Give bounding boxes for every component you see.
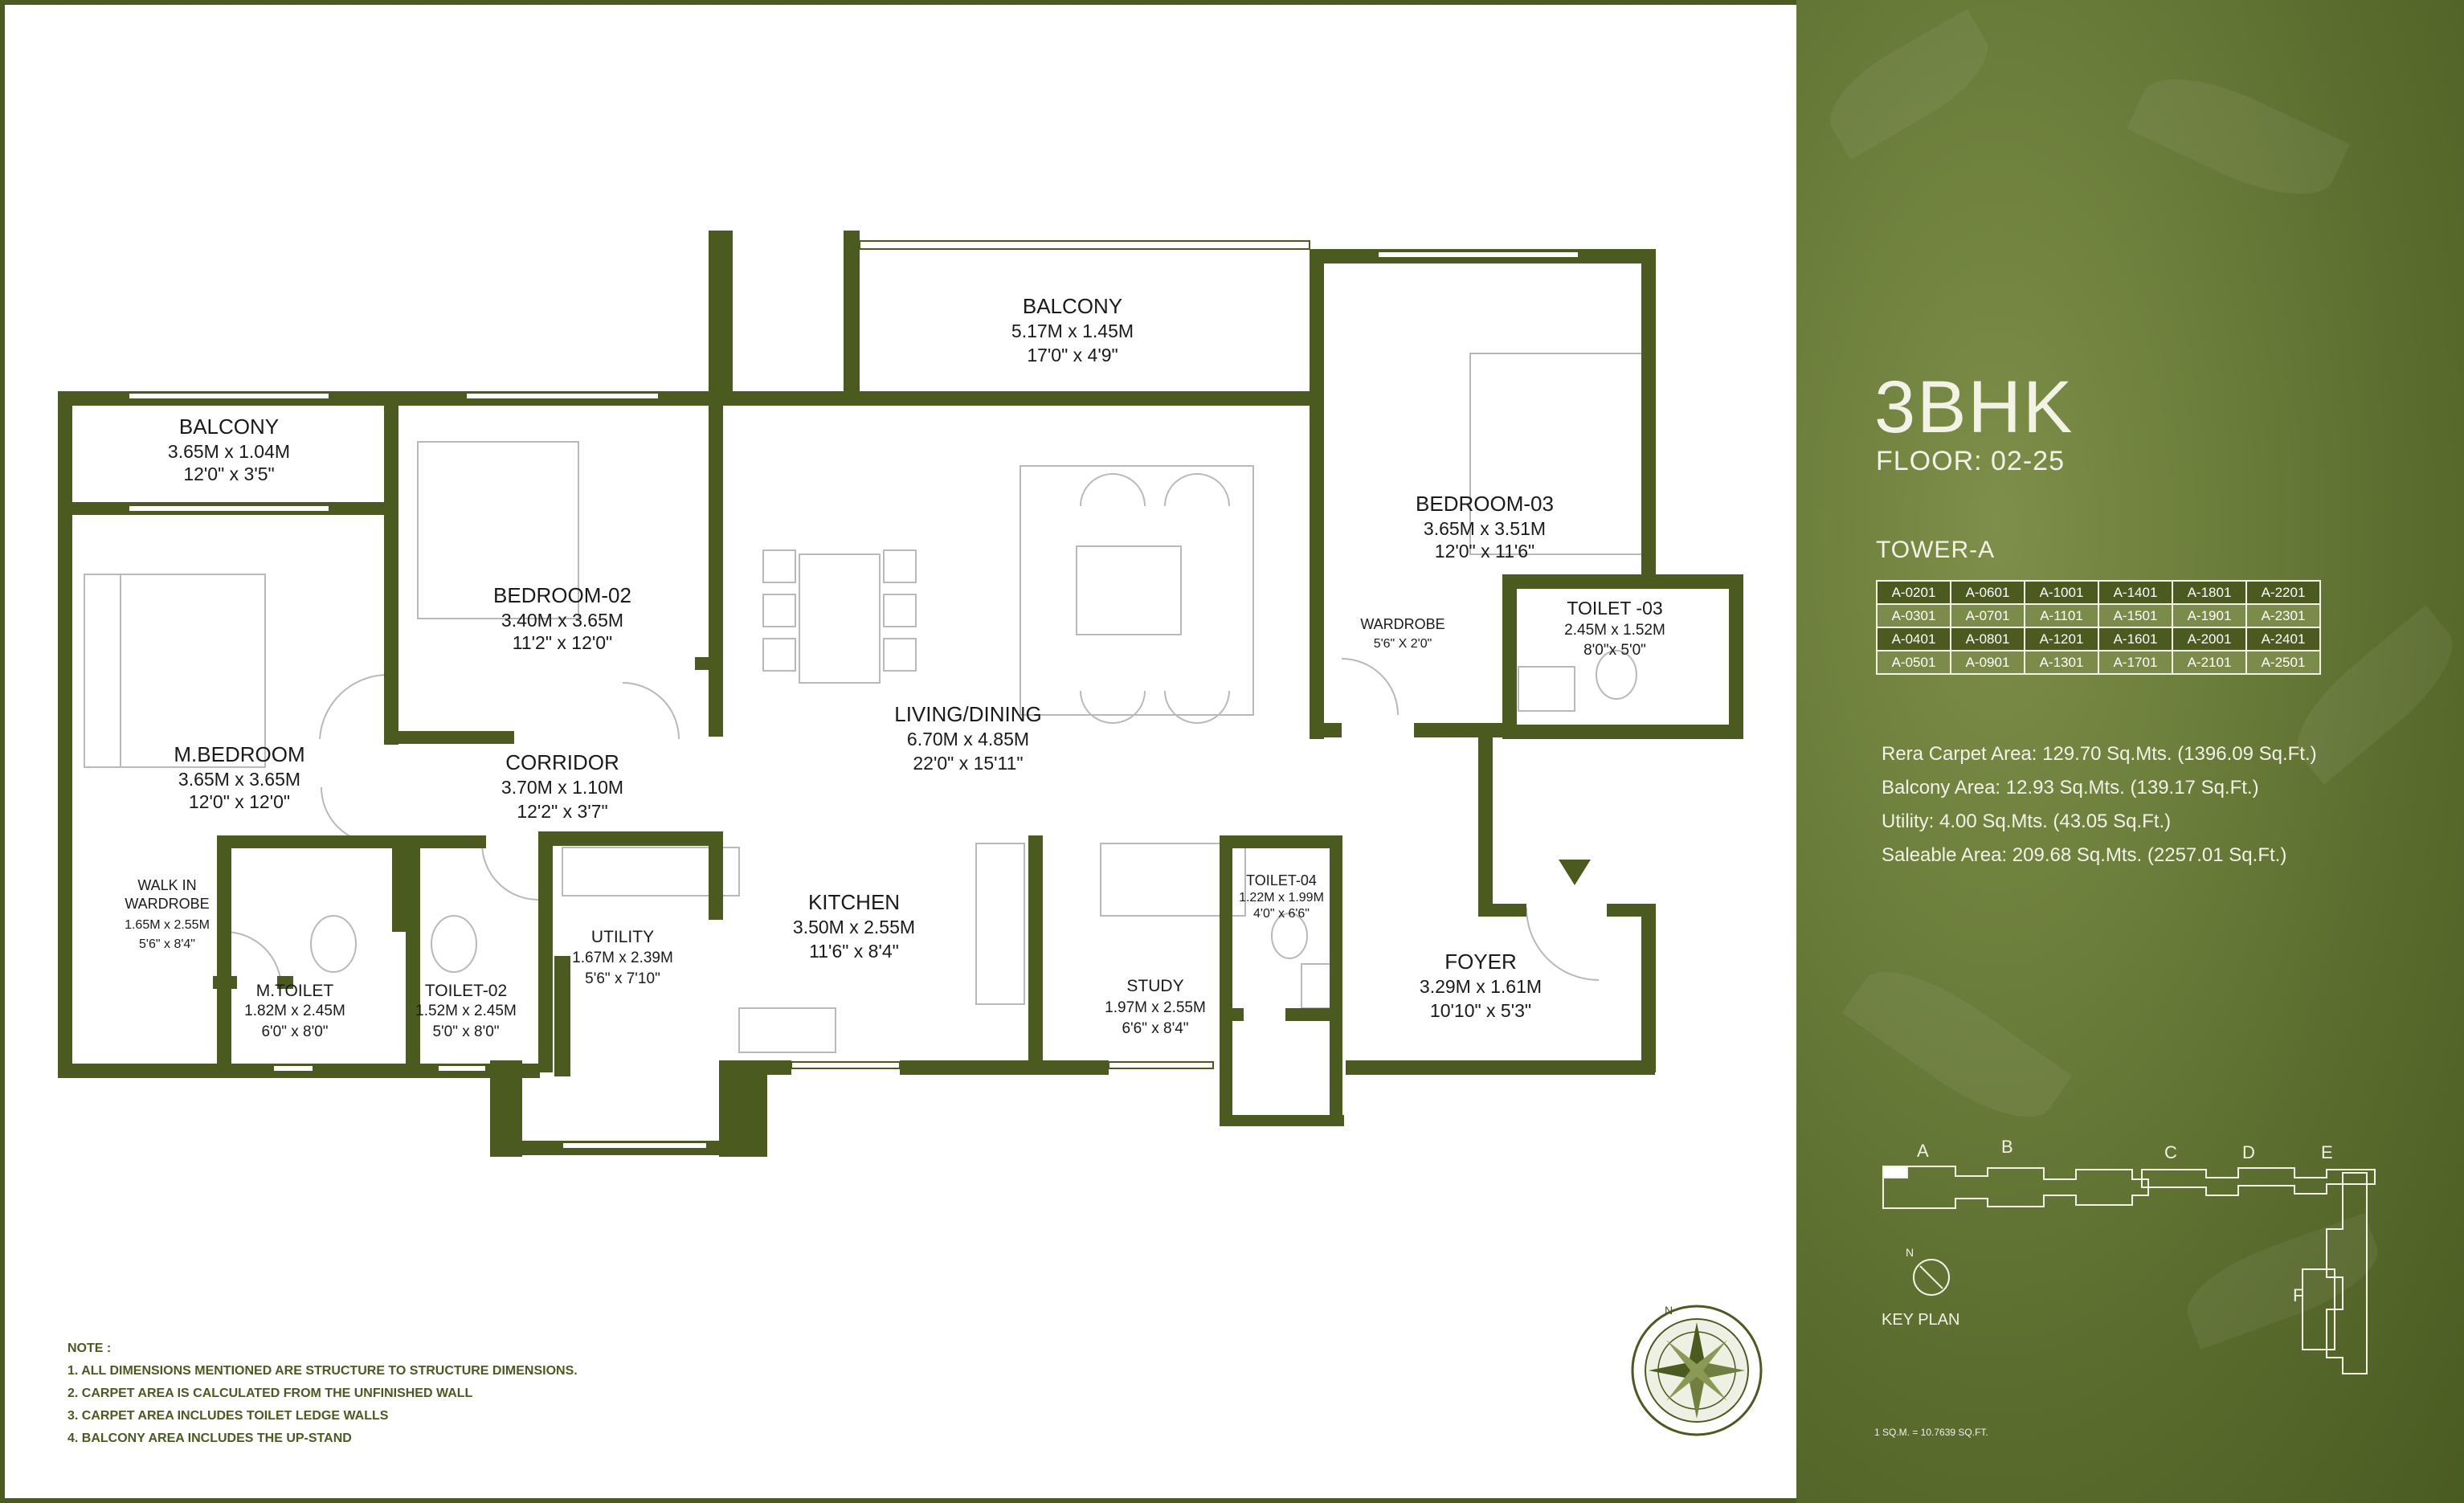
kitchen-dim-m: 3.50M x 2.55M [792, 917, 916, 937]
m-bedroom-label: M.BEDROOM [174, 742, 305, 766]
study-dim-m: 1.97M x 2.55M [1105, 999, 1206, 1016]
tower-a-label: A [1917, 1141, 1929, 1161]
utility-dim-m: 1.67M x 2.39M [572, 950, 673, 966]
bedroom-03-dim-ft: 12'0" x 11'6" [1434, 541, 1535, 562]
unit-cell: A-0901 [1951, 651, 2025, 674]
unit-cell: A-0201 [1877, 581, 1951, 604]
toilet-02-dim-ft: 5'0" x 8'0" [432, 1023, 500, 1040]
master-bed-headboard [84, 574, 121, 767]
kitchen-dim-ft: 11'6" x 8'4" [809, 941, 899, 962]
balcony-top-dim-m: 5.17M x 1.45M [1011, 321, 1134, 341]
unit-cell: A-2101 [2172, 651, 2246, 674]
toilet-04-dim-m: 1.22M x 1.99M [1239, 891, 1324, 905]
living-dining-dim-ft: 22'0" x 15'11" [913, 753, 1024, 774]
dining-chair [884, 639, 916, 671]
m-toilet-label: M.TOILET [255, 982, 334, 1000]
unit-cell: A-2001 [2172, 627, 2246, 651]
key-plan-drawing [1796, 0, 2464, 1503]
unit-cell: A-1501 [2098, 604, 2172, 627]
tower-c-label: C [2164, 1142, 2177, 1162]
walk-in-label-1: WALK IN [137, 877, 197, 893]
bedroom-02-dim-ft: 11'2" x 12'0" [512, 632, 613, 653]
key-plan-north-icon [1906, 1246, 1949, 1295]
toilet-02-dim-m: 1.52M x 2.45M [415, 1003, 517, 1019]
toilet-03-label: TOILET -03 [1567, 598, 1663, 619]
compass-icon [1632, 1304, 1761, 1435]
corridor-dim-m: 3.70M x 1.10M [501, 777, 624, 798]
tower-d-label: D [2242, 1142, 2255, 1162]
unit-cell: A-0301 [1877, 604, 1951, 627]
study-dim-ft: 6'6" x 8'4" [1122, 1020, 1189, 1037]
unit-cell: A-0801 [1951, 627, 2025, 651]
unit-cell: A-2501 [2246, 651, 2320, 674]
armchairs [1081, 474, 1229, 723]
tower-b-label: B [2001, 1137, 2013, 1157]
living-sofa-outline [1020, 466, 1253, 715]
m-bedroom-dim-ft: 12'0" x 12'0" [188, 791, 291, 812]
bedroom-03-dim-m: 3.65M x 3.51M [1423, 518, 1547, 539]
saleable-area: Saleable Area: 209.68 Sq.Mts. (2257.01 Sq.Ft.) [1882, 844, 2287, 866]
unit-cell: A-1601 [2098, 627, 2172, 651]
unit-cell: A-0401 [1877, 627, 1951, 651]
toilet-03-basin [1518, 667, 1575, 711]
note-4: 4. BALCONY AREA INCLUDES THE UP-STAND [67, 1432, 352, 1445]
dining-chair [763, 550, 795, 582]
key-plan-tower-labels [1917, 1137, 2333, 1305]
toilet-04-dim-ft: 4'0" x 6'6" [1253, 907, 1310, 921]
walk-in-dim-ft: 5'6" x 8'4" [139, 937, 195, 951]
walk-in-label-2: WARDROBE [125, 896, 210, 912]
unit-cell: A-1901 [2172, 604, 2246, 627]
note-1: 1. ALL DIMENSIONS MENTIONED ARE STRUCTURE TO STRUCTURE DIMENSIONS. [67, 1364, 578, 1378]
balcony-area: Balcony Area: 12.93 Sq.Mts. (139.17 Sq.Ft.) [1882, 777, 2259, 798]
kitchen-label: KITCHEN [807, 890, 901, 914]
bedroom-02-dim-m: 3.40M x 3.65M [501, 610, 624, 631]
m-toilet-dim-m: 1.82M x 2.45M [244, 1003, 345, 1019]
note-3: 3. CARPET AREA INCLUDES TOILET LEDGE WALLS [67, 1409, 389, 1423]
compass-north-label: N [1665, 1304, 1673, 1317]
m-toilet-wc [311, 916, 356, 972]
living-dining-label: LIVING/DINING [894, 702, 1042, 726]
bedroom-03-label: BEDROOM-03 [1416, 492, 1554, 516]
balcony-left-label: BALCONY [178, 415, 280, 439]
dining-chair [763, 639, 795, 671]
corridor-label: CORRIDOR [505, 750, 619, 774]
toilet-02-label: TOILET-02 [424, 982, 508, 1000]
wardrobe-label: WARDROBE [1360, 616, 1445, 632]
unit-cell: A-2301 [2246, 604, 2320, 627]
unit-cell: A-1001 [2025, 581, 2098, 604]
unit-cell: A-1201 [2025, 627, 2098, 651]
unit-type-title: 3BHK [1874, 366, 2074, 448]
dining-table [799, 554, 880, 683]
notes-block [67, 1338, 578, 1450]
wardrobe-dim: 5'6" X 2'0" [1373, 637, 1432, 651]
walk-in-dim-m: 1.65M x 2.55M [125, 918, 210, 932]
notes-heading: NOTE : [67, 1342, 112, 1355]
unit-cell: A-1801 [2172, 581, 2246, 604]
bedroom-02-label: BEDROOM-02 [493, 583, 631, 607]
dining-chair [884, 550, 916, 582]
tower-f-label: F [2293, 1285, 2304, 1305]
balcony-left-dim-ft: 12'0" x 3'5" [183, 464, 275, 484]
master-bed [84, 574, 265, 767]
tower-label: TOWER-A [1876, 537, 1996, 563]
entrance-arrow-icon [1559, 860, 1591, 885]
toilet-04-label: TOILET-04 [1246, 872, 1317, 888]
unit-cell: A-0701 [1951, 604, 2025, 627]
foyer-dim-ft: 10'10" x 5'3" [1429, 1000, 1532, 1021]
info-panel [1796, 0, 2464, 1503]
key-plan-north-label: N [1906, 1246, 1914, 1259]
rera-carpet-area: Rera Carpet Area: 129.70 Sq.Mts. (1396.09 Sq.Ft.) [1882, 743, 2317, 765]
unit-cell: A-0501 [1877, 651, 1951, 674]
balcony-top-dim-ft: 17'0" x 4'9" [1027, 345, 1118, 366]
unit-cell: A-1101 [2025, 604, 2098, 627]
living-dining-dim-m: 6.70M x 4.85M [906, 729, 1030, 749]
utility-dim-ft: 5'6" x 7'10" [585, 970, 660, 987]
utility-label: UTILITY [590, 928, 655, 946]
m-toilet-dim-ft: 6'0" x 8'0" [261, 1023, 329, 1040]
toilet-03-dim-m: 2.45M x 1.52M [1564, 622, 1665, 639]
kitchen-hob [976, 843, 1024, 1004]
balcony-top-label: BALCONY [1022, 294, 1123, 318]
study-label: STUDY [1126, 977, 1184, 995]
m-bedroom-dim-m: 3.65M x 3.65M [178, 769, 301, 790]
room-labels [125, 294, 1665, 1040]
toilet-02-wc [431, 916, 476, 972]
unit-cell: A-0601 [1951, 581, 2025, 604]
dining-chair [763, 594, 795, 627]
foyer-label: FOYER [1444, 950, 1517, 974]
unit-conversion: 1 SQ.M. = 10.7639 SQ.FT. [1874, 1427, 1988, 1438]
key-plan-buildings [1883, 1166, 2375, 1374]
utility-area: Utility: 4.00 Sq.Mts. (43.05 Sq.Ft.) [1882, 811, 2172, 832]
floor-range: FLOOR: 02-25 [1876, 446, 2065, 476]
unit-cell: A-1301 [2025, 651, 2098, 674]
coffee-table [1077, 546, 1181, 635]
key-plan-label: KEY PLAN [1882, 1311, 1960, 1329]
unit-cell: A-2201 [2246, 581, 2320, 604]
balcony-left-dim-m: 3.65M x 1.04M [167, 441, 291, 462]
kitchen-sink [739, 1008, 836, 1052]
dining-chair [884, 594, 916, 627]
note-2: 2. CARPET AREA IS CALCULATED FROM THE UNFINISHED WALL [67, 1387, 473, 1400]
unit-cell: A-1401 [2098, 581, 2172, 604]
unit-cell: A-2401 [2246, 627, 2320, 651]
unit-cell: A-1701 [2098, 651, 2172, 674]
foyer-dim-m: 3.29M x 1.61M [1419, 976, 1543, 997]
toilet-03-dim-ft: 8'0"x 5'0" [1583, 642, 1646, 659]
corridor-dim-ft: 12'2" x 3'7" [517, 801, 608, 822]
tower-e-label: E [2321, 1142, 2333, 1162]
